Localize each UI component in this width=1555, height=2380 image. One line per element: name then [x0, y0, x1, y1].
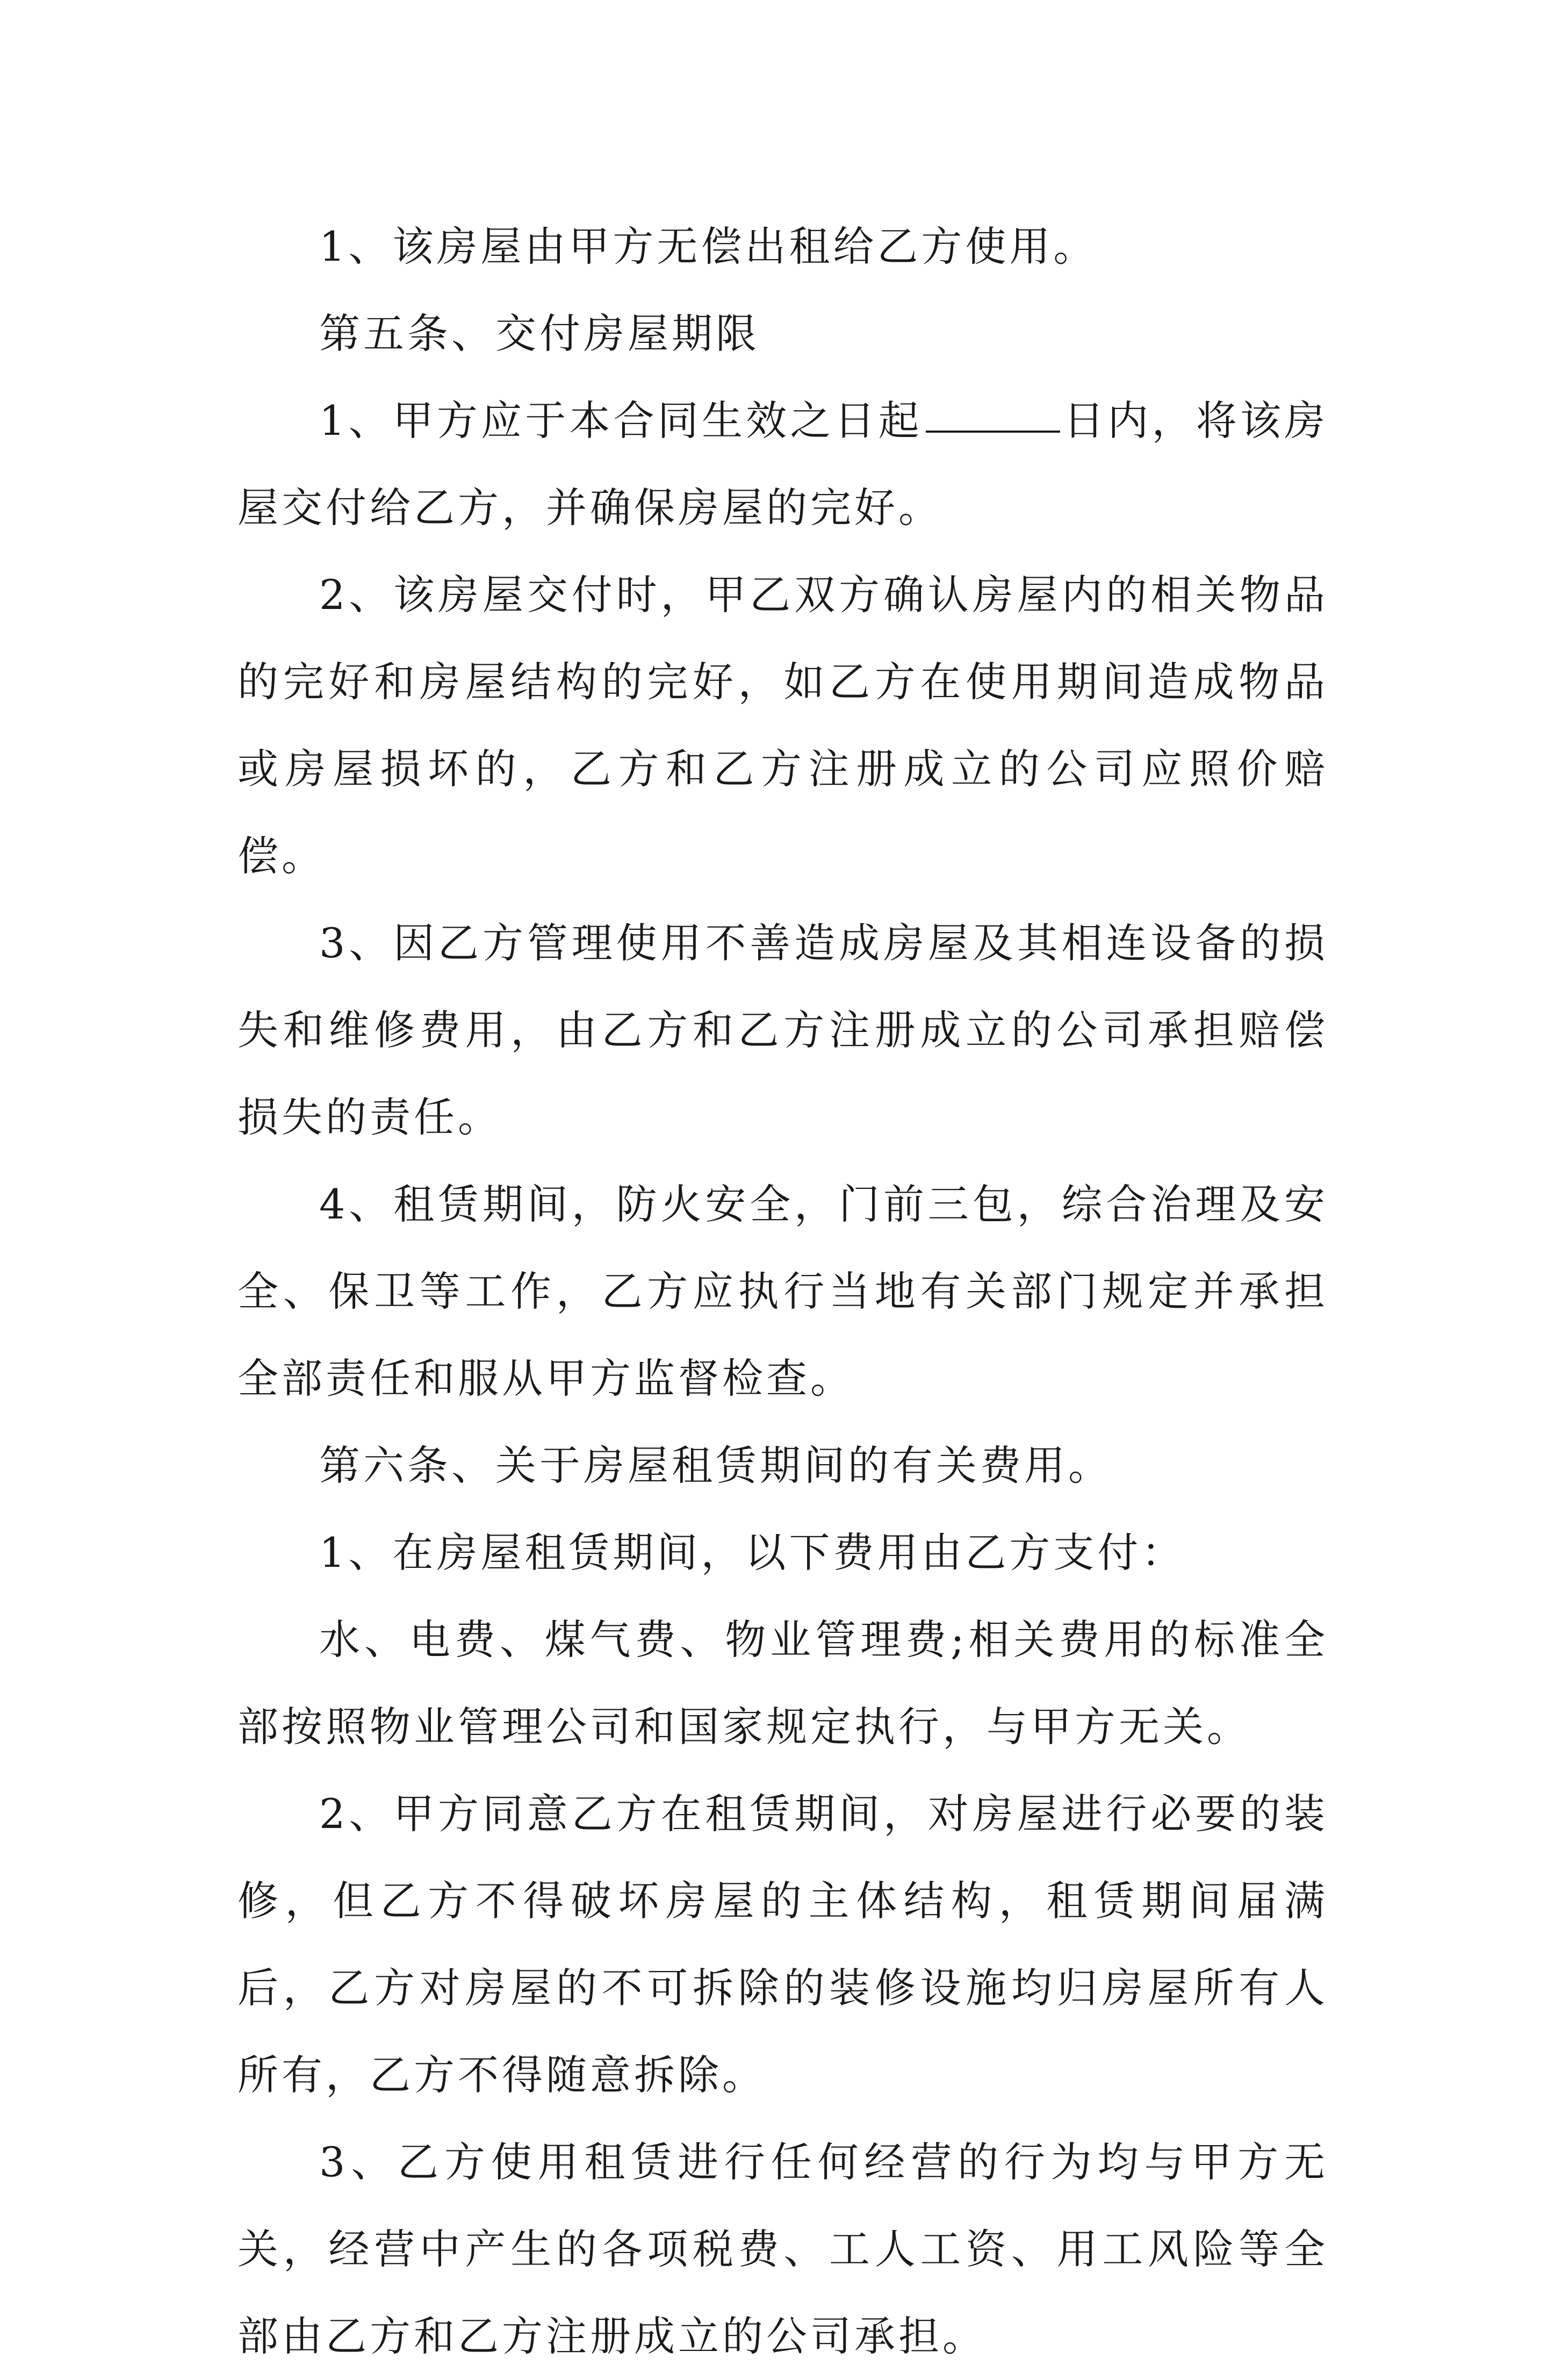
paragraph-article6-item2: 2、甲方同意乙方在租赁期间，对房屋进行必要的装修，但乙方不得破坏房屋的主体结构，租赁期间届满后，乙方对房屋的不可拆除的装修设施均归房屋所有人所有，乙方不得随意拆除。 — [237, 1790, 1328, 2099]
paragraph-article6-item1: 1、在房屋租赁期间，以下费用由乙方支付： — [319, 1529, 1186, 1576]
document-body — [237, 203, 1328, 2380]
paragraph-article6-item3: 3、乙方使用租赁进行任何经营的行为均与甲方无关，经营中产生的各项税费、工人工资、用工风险等全部由乙方和乙方注册成立的公司承担。 — [237, 2138, 1328, 2360]
heading-article5: 第五条、交付房屋期限 — [319, 310, 760, 357]
paragraph-article5-item1 — [237, 377, 1328, 551]
paragraph-text-before-blank: 1、甲方应于本合同生效之日起 — [319, 397, 923, 445]
paragraph-article5-item4: 4、租赁期间，防火安全，门前三包，综合治理及安全、保卫等工作，乙方应执行当地有关部门规定并承担全部责任和服从甲方监督检查。 — [237, 1180, 1328, 1402]
paragraph-text-after-blank: 日内，将该房屋交付给乙方，并确保房屋的完好。 — [237, 397, 1328, 532]
paragraph-article5-item2: 2、该房屋交付时，甲乙双方确认房屋内的相关物品的完好和房屋结构的完好，如乙方在使用期间造成物品或房屋损坏的，乙方和乙方注册成立的公司应照价赔偿。 — [237, 571, 1328, 880]
heading-article6: 第六条、关于房屋租赁期间的有关费用。 — [319, 1442, 1112, 1489]
paragraph-article6-fees: 水、电费、煤气费、物业管理费;相关费用的标准全部按照物业管理公司和国家规定执行，与甲方无关。 — [237, 1616, 1328, 1751]
fill-in-blank-line — [926, 431, 1060, 433]
paragraph-article5-item3: 3、因乙方管理使用不善造成房屋及其相连设备的损失和维修费用，由乙方和乙方注册成立的公司承担赔偿损失的责任。 — [237, 919, 1328, 1141]
paragraph-article4-item1: 1、该房屋由甲方无偿出租给乙方使用。 — [319, 223, 1098, 270]
